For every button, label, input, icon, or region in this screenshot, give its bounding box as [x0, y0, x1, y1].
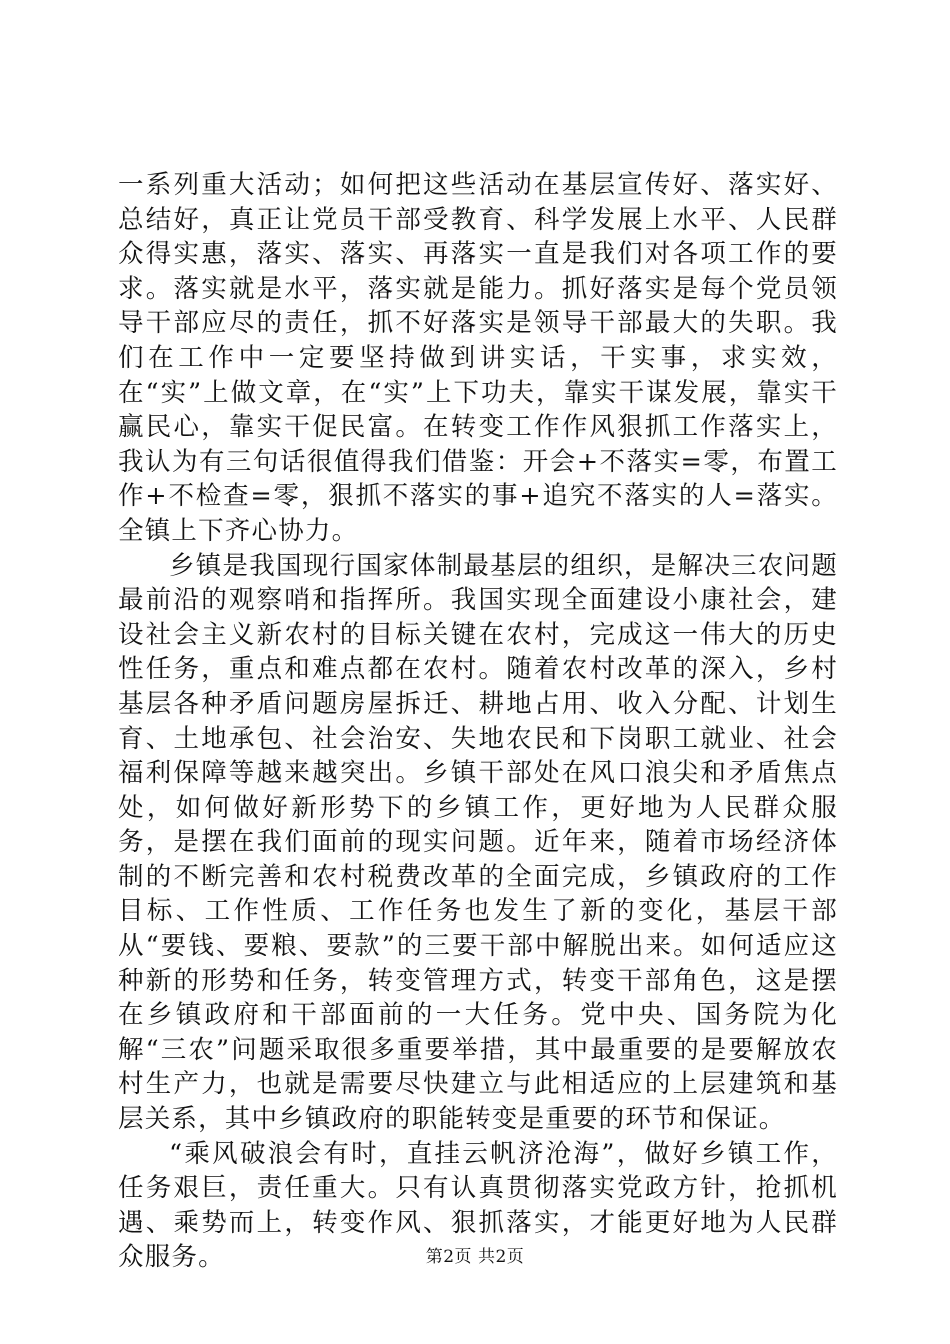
paragraph-township-role: 乡镇是我国现行国家体制最基层的组织，是解决三农问题最前沿的观察哨和指挥所。我国实现全面建设小康社会，建设社会主义新农村的目标关键在农村，完成这一伟大的历史性任务，重点和难点都在农村。随着农村改革的深入，乡村基层各种矛盾问题房屋拆迁、耕地占用、收入分配、计划生育、土地承包、社会治安、失地农民和下岗职工就业、社会福利保障等越来越突出。乡镇干部处在风口浪尖和矛盾焦点处，如何做好新形势下的乡镇工作，更好地为人民群众服务，是摆在我们面前的现实问题。近年来，随着市场经济体制的不断完善和农村税费改革的全面完成，乡镇政府的工作目标、工作性质、工作任务也发生了新的变化，基层干部从“要钱、要粮、要款”的三要干部中解脱出来。如何适应这种新的形势和任务，转变管理方式，转变干部角色，这是摆在乡镇政府和干部面前的一大任务。党中央、国务院为化解“三农”问题采取很多重要举措，其中最重要的是要解放农村生产力，也就是需要尽快建立与此相适应的上层建筑和基层关系，其中乡镇政府的职能转变是重要的环节和保证。 — [118, 550, 838, 1135]
document-body — [118, 168, 838, 1275]
paragraph-continuation: 一系列重大活动；如何把这些活动在基层宣传好、落实好、总结好，真正让党员干部受教育、科学发展上水平、人民群众得实惠，落实、落实、再落实一直是我们对各项工作的要求。落实就是水平，落实就是能力。抓好落实是每个党员领导干部应尽的责任，抓不好落实是领导干部最大的失职。我们在工作中一定要坚持做到讲实话，干实事，求实效，在“实”上做文章，在“实”上下功夫，靠实干谋发展，靠实干赢民心，靠实干促民富。在转变工作作风狠抓工作落实上，我认为有三句话很值得我们借鉴：开会+不落实=零，布置工作+不检查=零，狠抓不落实的事+追究不落实的人=落实。全镇上下齐心协力。 — [118, 170, 838, 546]
paragraph-conclusion: “乘风破浪会有时，直挂云帆济沧海”，做好乡镇工作，任务艰巨，责任重大。只有认真贯彻落实党政方针，抢抓机遇、乘势而上，转变作风、狠抓落实，才能更好地为人民群众服务。 — [118, 1138, 838, 1273]
page-number-footer: 第2页 共2页 — [425, 1247, 525, 1267]
